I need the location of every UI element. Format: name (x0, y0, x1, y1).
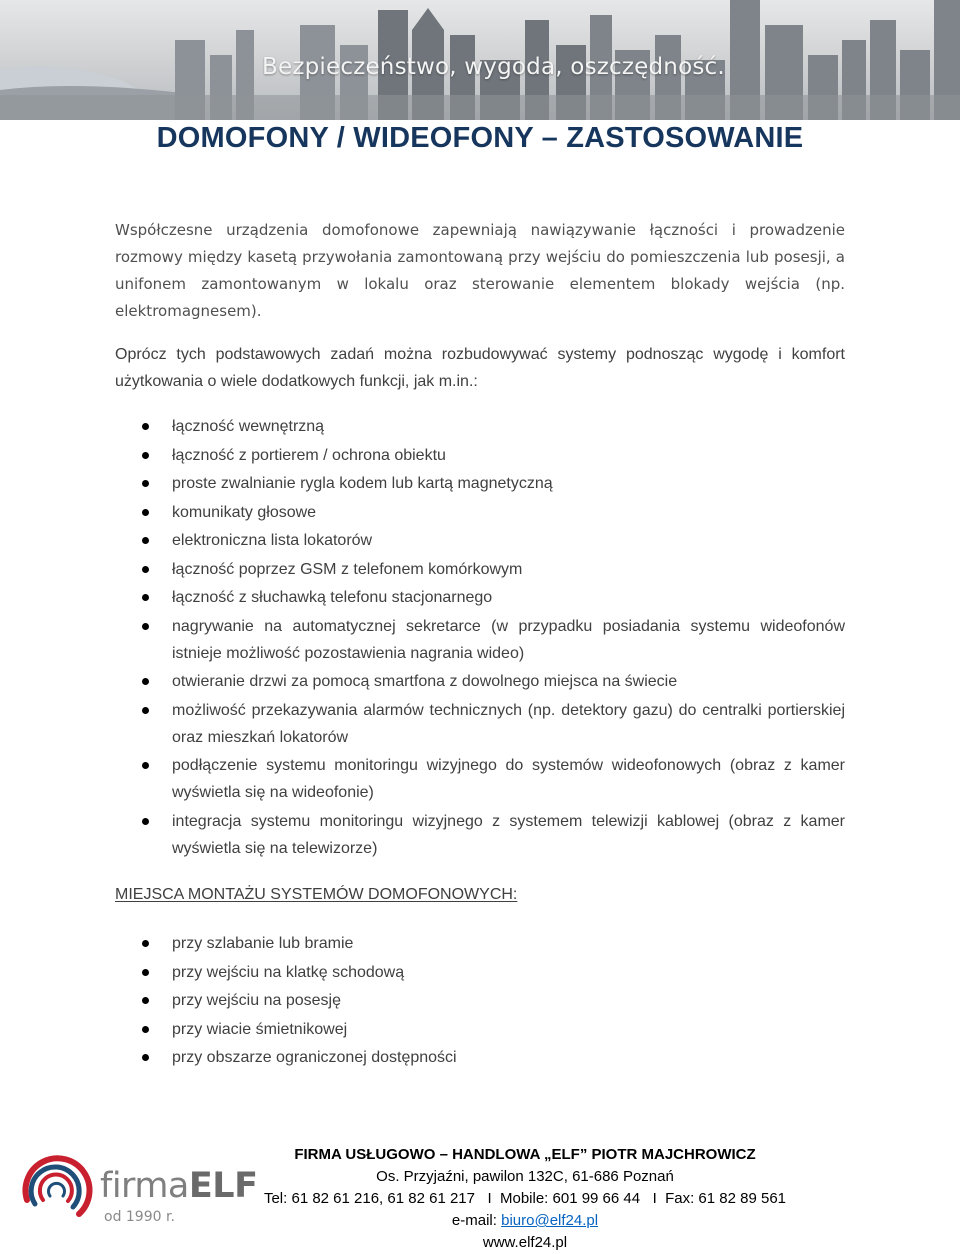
bullet-icon (142, 452, 149, 459)
list-item: elektroniczna lista lokatorów (115, 527, 845, 554)
bullet-icon (142, 678, 149, 685)
bullet-icon (142, 940, 149, 947)
bullet-icon (142, 762, 149, 769)
list-item: przy obszarze ograniczonej dostępności (115, 1044, 845, 1071)
list-item: przy szlabanie lub bramie (115, 930, 845, 957)
footer-contact (245, 1144, 805, 1254)
bullet-icon (142, 623, 149, 630)
company-website[interactable]: www.elf24.pl (482, 1234, 568, 1251)
locations-heading: MIEJSCA MONTAŻU SYSTEMÓW DOMOFONOWYCH: (115, 886, 518, 903)
list-item: nagrywanie na automatycznej sekretarce (w przypadku posiadania systemu wideofonów istnieje możliwość pozostawienia nagrania wideo) (115, 613, 845, 667)
company-name: FIRMA USŁUGOWO – HANDLOWA „ELF” PIOTR MAJCHROWICZ (294, 1146, 756, 1163)
functions-list (115, 413, 845, 863)
list-item: łączność poprzez GSM z telefonem komórkowym (115, 556, 845, 583)
list-item: łączność wewnętrzną (115, 413, 845, 440)
bullet-icon (142, 537, 149, 544)
logo-since: od 1990 r. (104, 1209, 175, 1225)
bullet-icon (142, 480, 149, 487)
list-item: podłączenie systemu monitoringu wizyjnego do systemów wideofonowych (obraz z kamer wyświetla się na wideofonie) (115, 752, 845, 806)
bullet-icon (142, 566, 149, 573)
list-item: przy wejściu na klatkę schodową (115, 959, 845, 986)
bullet-icon (142, 818, 149, 825)
list-item: proste zwalnianie rygla kodem lub kartą magnetyczną (115, 470, 845, 497)
bullet-icon (142, 997, 149, 1004)
list-item: możliwość przekazywania alarmów technicznych (np. detektory gazu) do centralki portierskiej oraz mieszkań lokatorów (115, 697, 845, 751)
bullet-icon (142, 707, 149, 714)
functions-intro-paragraph: Oprócz tych podstawowych zadań można rozbudowywać systemy podnosząc wygodę i komfort użytkowania o wiele dodatkowych funkcji, jak m.in.: (115, 346, 845, 390)
list-item: przy wejściu na posesję (115, 987, 845, 1014)
list-item: komunikaty głosowe (115, 499, 845, 526)
logo-wordmark: firmaELF (100, 1166, 258, 1206)
list-item: integracja systemu monitoringu wizyjnego z systemem telewizji kablowej (obraz z kamer wyświetla się na telewizorze) (115, 808, 845, 862)
locations-list (115, 930, 845, 1073)
bullet-icon (142, 969, 149, 976)
list-item: łączność z słuchawką telefonu stacjonarnego (115, 584, 845, 611)
bullet-icon (142, 423, 149, 430)
list-item: łączność z portierem / ochrona obiektu (115, 442, 845, 469)
bullet-icon (142, 594, 149, 601)
bullet-icon (142, 1054, 149, 1061)
bullet-icon (142, 1026, 149, 1033)
list-item: przy wiacie śmietnikowej (115, 1016, 845, 1043)
company-email-line: e-mail: biuro@elf24.pl (451, 1212, 599, 1229)
company-address: Os. Przyjaźni, pawilon 132C, 61-686 Poznań (376, 1168, 674, 1185)
email-link[interactable]: biuro@elf24.pl (501, 1212, 599, 1229)
bullet-icon (142, 509, 149, 516)
page-title: DOMOFONY / WIDEOFONY – ZASTOSOWANIE (156, 122, 804, 154)
intro-paragraph: Współczesne urządzenia domofonowe zapewniają nawiązywanie łączności i prowadzenie rozmowy między kasetą przywołania zamontowaną przy wejściu do pomieszczenia lub posesji, a unifonem zamontowanym w lokalu oraz sterowanie elementem blokady wejścia (np. elektromagnesem). (115, 221, 845, 320)
banner-tagline: Bezpieczeństwo, wygoda, oszczędność. (262, 54, 725, 80)
list-item: otwieranie drzwi za pomocą smartfona z dowolnego miejsca na świecie (115, 668, 845, 695)
company-phones: Tel: 61 82 61 216, 61 82 61 217 I Mobile: 601 99 66 44 I Fax: 61 82 89 561 (263, 1190, 787, 1207)
header-banner (0, 0, 960, 120)
